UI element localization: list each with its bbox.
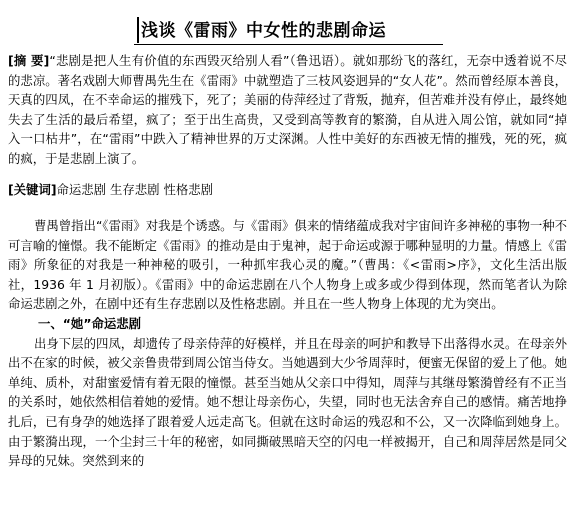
title-underline (134, 44, 443, 45)
body-paragraph-1: 曹禺曾指出“《雷雨》对我是个诱惑。与《雷雨》俱来的情绪蕴成我对宇宙间许多神秘的事物一种不可言喻的憧憬。我不能断定《雷雨》的推动是由于鬼神，起于命运或源于哪种显明的力量。情感上《雷雨》所象征的对我是一种神秘的吸引，一种抓牢我心灵的魔。”（曹禺：《<雷雨>序》，文化生活出版社，1936 年 1 月初版）。《雷雨》中的命运悲剧在八个人物身上或多或少得到体现，然而笔者认为除命运悲剧之外，在剧中还有生存悲剧以及性格悲剧。并且在一些人物身上体现的尤为突出。 (8, 218, 568, 312)
text-cursor (137, 17, 139, 43)
document-body (8, 216, 567, 471)
keywords-text: 命运悲剧 生存悲剧 性格悲剧 (56, 182, 214, 197)
keywords-line (8, 180, 567, 199)
document-title: 浅谈《雷雨》中女性的悲剧命运 (141, 21, 386, 41)
body-paragraph-2: 出身下层的四凤，却遗传了母亲侍萍的好模样，并且在母亲的呵护和教导下出落得水灵。在母亲外出不在家的时候，被父亲鲁贵带到周公馆当侍女。当她遇到大少爷周萍时，便蜜无保留的爱上了他。她单纯、质朴，对甜蜜爱情有着无限的憧憬。甚至当她从父亲口中得知，周萍与其继母繁漪曾经有不正当的关系时，她依然相信着她的爱情。她不想让母亲伤心，失望，同时也无法舍弃自己的感情。痛苦地挣扎后，已有身孕的她选择了跟着爱人远走高飞。但就在这时命运的残忍和不公，又一次降临到她身上。由于繁漪出现，一个尘封三十年的秘密，如同撕破黑暗天空的闪电一样被揭开，自己和周萍居然是同父异母的兄妹。突然到来的 (8, 335, 567, 469)
abstract-label: [摘 要] (8, 53, 50, 68)
abstract-text: “悲剧是把人生有价值的东西毁灭给别人看”（鲁迅语）。就如那纷飞的落红，无奈中透着说不尽的悲凉。著名戏剧大师曹禺先生在《雷雨》中就塑造了三枝风姿迥异的“女人花”。然而曾经原本善良，天真的四凤，在不幸命运的摧残下，死了；美丽的侍萍经过了背叛，抛弃，但苦难并没有停止，最终她失去了生活的最后希望，疯了；至于出生高贵，又受到高等教育的繁漪，自从进入周公馆，就如同“掉入一口枯井”，在“雷雨”中跌入了精神世界的万丈深渊。人性中美好的东西被无情的摧残，死的死，疯的疯，于是悲剧上演了。 (8, 53, 567, 166)
abstract-paragraph (8, 51, 567, 169)
keywords-label: [关键词] (8, 182, 57, 197)
section-heading: 一、“她”命运悲剧 (38, 315, 142, 331)
